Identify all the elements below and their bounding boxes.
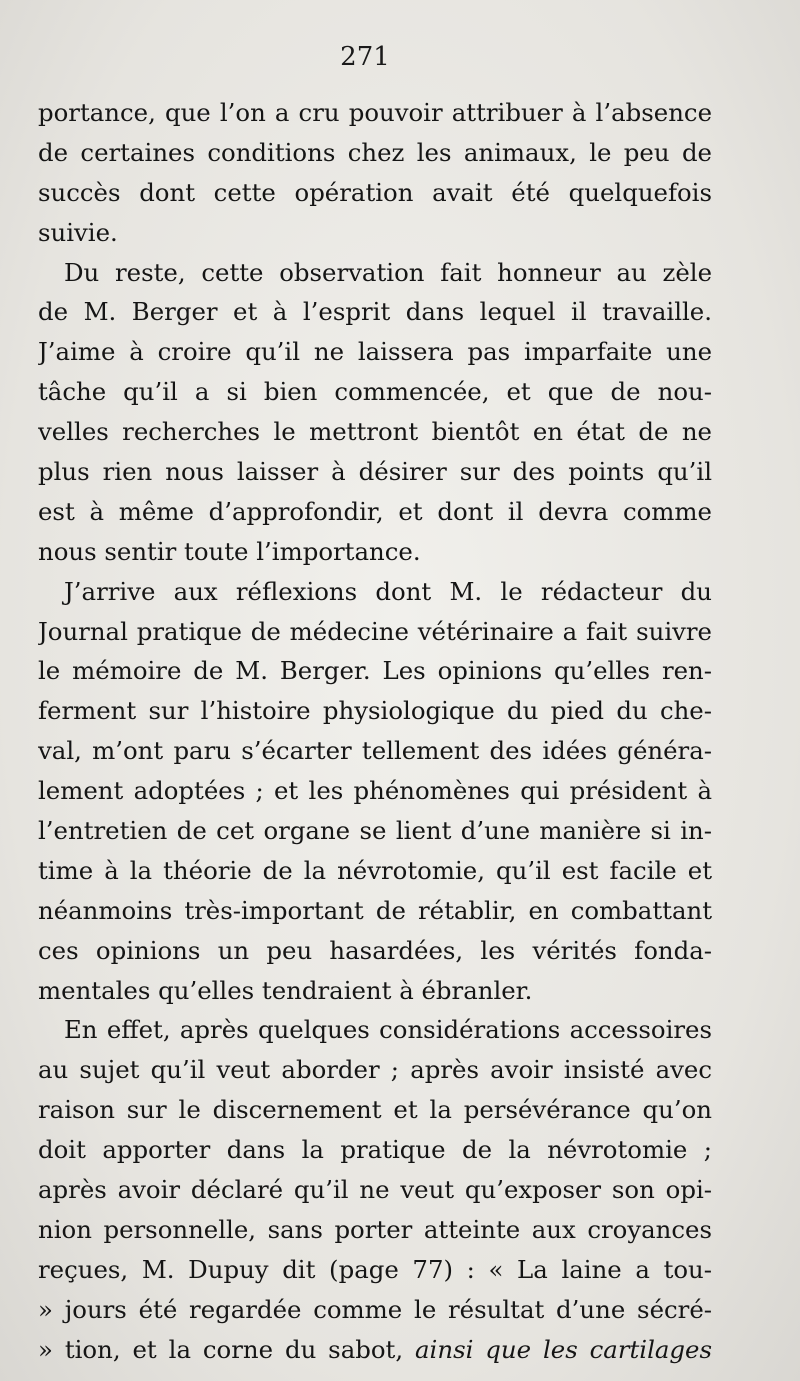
text-line — [38, 771, 712, 811]
text-line — [38, 532, 712, 572]
text-line-content: nous sentir toute l’importance. — [38, 536, 421, 566]
text-line-content: de certaines conditions chez les animaux, le peu de — [38, 137, 712, 167]
text-line-content: tâche qu’il a si bien commencée, et que de nou- — [38, 377, 712, 407]
text-line — [38, 651, 712, 691]
text-line-content: est à même d’approfondir, et dont il devra comme — [38, 496, 712, 526]
text-line — [38, 891, 712, 931]
text-line — [38, 1170, 712, 1210]
text-line-content: doit apporter dans la pratique de la névrotomie ; — [38, 1135, 712, 1165]
text-line — [38, 1010, 712, 1050]
text-line-content: reçues, M. Dupuy dit (page 77) : « La laine a tou- — [38, 1254, 712, 1284]
text-line-content: le mémoire de M. Berger. Les opinions qu’elles ren- — [38, 656, 712, 686]
text-line — [38, 691, 712, 731]
text-line-content: plus rien nous laisser à désirer sur des points qu’il — [38, 457, 712, 487]
text-line — [38, 372, 712, 412]
text-line-content: Du reste, cette observation fait honneur au zèle — [64, 257, 712, 287]
text-line — [38, 612, 712, 652]
text-line-content: Journal pratique de médecine vétérinaire a fait suivre — [38, 616, 712, 646]
text-line — [38, 173, 712, 213]
text-line-content: lement adoptées ; et les phénomènes qui président à — [38, 776, 712, 806]
text-line — [38, 1290, 712, 1330]
text-line-content: ces opinions un peu hasardées, les vérités fonda- — [38, 935, 712, 965]
text-line — [38, 811, 712, 851]
body-text — [38, 93, 712, 1370]
text-line — [38, 1210, 712, 1250]
text-line-content: de M. Berger et à l’esprit dans lequel il travaille. — [38, 297, 712, 327]
text-line-content: ferment sur l’histoire physiologique du pied du che- — [38, 696, 712, 726]
text-line-content: portance, que l’on a cru pouvoir attribuer à l’absence — [38, 98, 712, 127]
text-line — [38, 492, 712, 532]
text-line-content: val, m’ont paru s’écarter tellement des idées généra- — [38, 736, 712, 766]
text-line — [38, 851, 712, 891]
text-line-content: J’aime à croire qu’il ne laissera pas imparfaite une — [38, 337, 712, 367]
text-line-content: nion personnelle, sans porter atteinte aux croyances — [38, 1214, 712, 1244]
text-line-italic: ainsi que les cartilages — [415, 1334, 712, 1364]
text-line-content: » tion, et la corne du sabot, — [38, 1334, 416, 1364]
text-line-content: l’entretien de cet organe se lient d’une manière si in- — [38, 816, 712, 846]
text-line-content: En effet, après quelques considérations accessoires — [64, 1015, 712, 1045]
text-line-content: raison sur le discernement et la persévérance qu’on — [38, 1095, 712, 1125]
text-line-content: suivie. — [38, 217, 118, 247]
text-line — [38, 1050, 712, 1090]
text-line-content: velles recherches le mettront bientôt en état de ne — [38, 417, 712, 447]
text-line-content: J’arrive aux réflexions dont M. le rédacteur du — [64, 576, 712, 606]
text-line — [38, 213, 712, 253]
text-line-content: au sujet qu’il veut aborder ; après avoir insisté avec — [38, 1055, 712, 1085]
text-line — [38, 1130, 712, 1170]
text-line — [38, 731, 712, 771]
text-line — [38, 572, 712, 612]
text-line-content: néanmoins très-important de rétablir, en combattant — [38, 895, 712, 925]
text-line-content: après avoir déclaré qu’il ne veut qu’exposer son opi- — [38, 1175, 712, 1205]
text-line — [38, 93, 712, 133]
text-line — [38, 412, 712, 452]
text-line-content: succès dont cette opération avait été quelquefois — [38, 177, 712, 207]
text-line-content: mentales qu’elles tendraient à ébranler. — [38, 975, 533, 1005]
text-line-content: » jours été regardée comme le résultat d’une sécré- — [38, 1294, 712, 1324]
text-line — [38, 1330, 712, 1370]
text-line — [38, 133, 712, 173]
page-number: 271 — [340, 42, 390, 72]
text-line-content: time à la théorie de la névrotomie, qu’il est facile et — [38, 855, 712, 885]
text-line — [38, 1250, 712, 1290]
text-line — [38, 452, 712, 492]
text-line — [38, 292, 712, 332]
text-line — [38, 253, 712, 293]
text-line — [38, 971, 712, 1011]
text-line — [38, 931, 712, 971]
text-line — [38, 332, 712, 372]
text-line — [38, 1090, 712, 1130]
